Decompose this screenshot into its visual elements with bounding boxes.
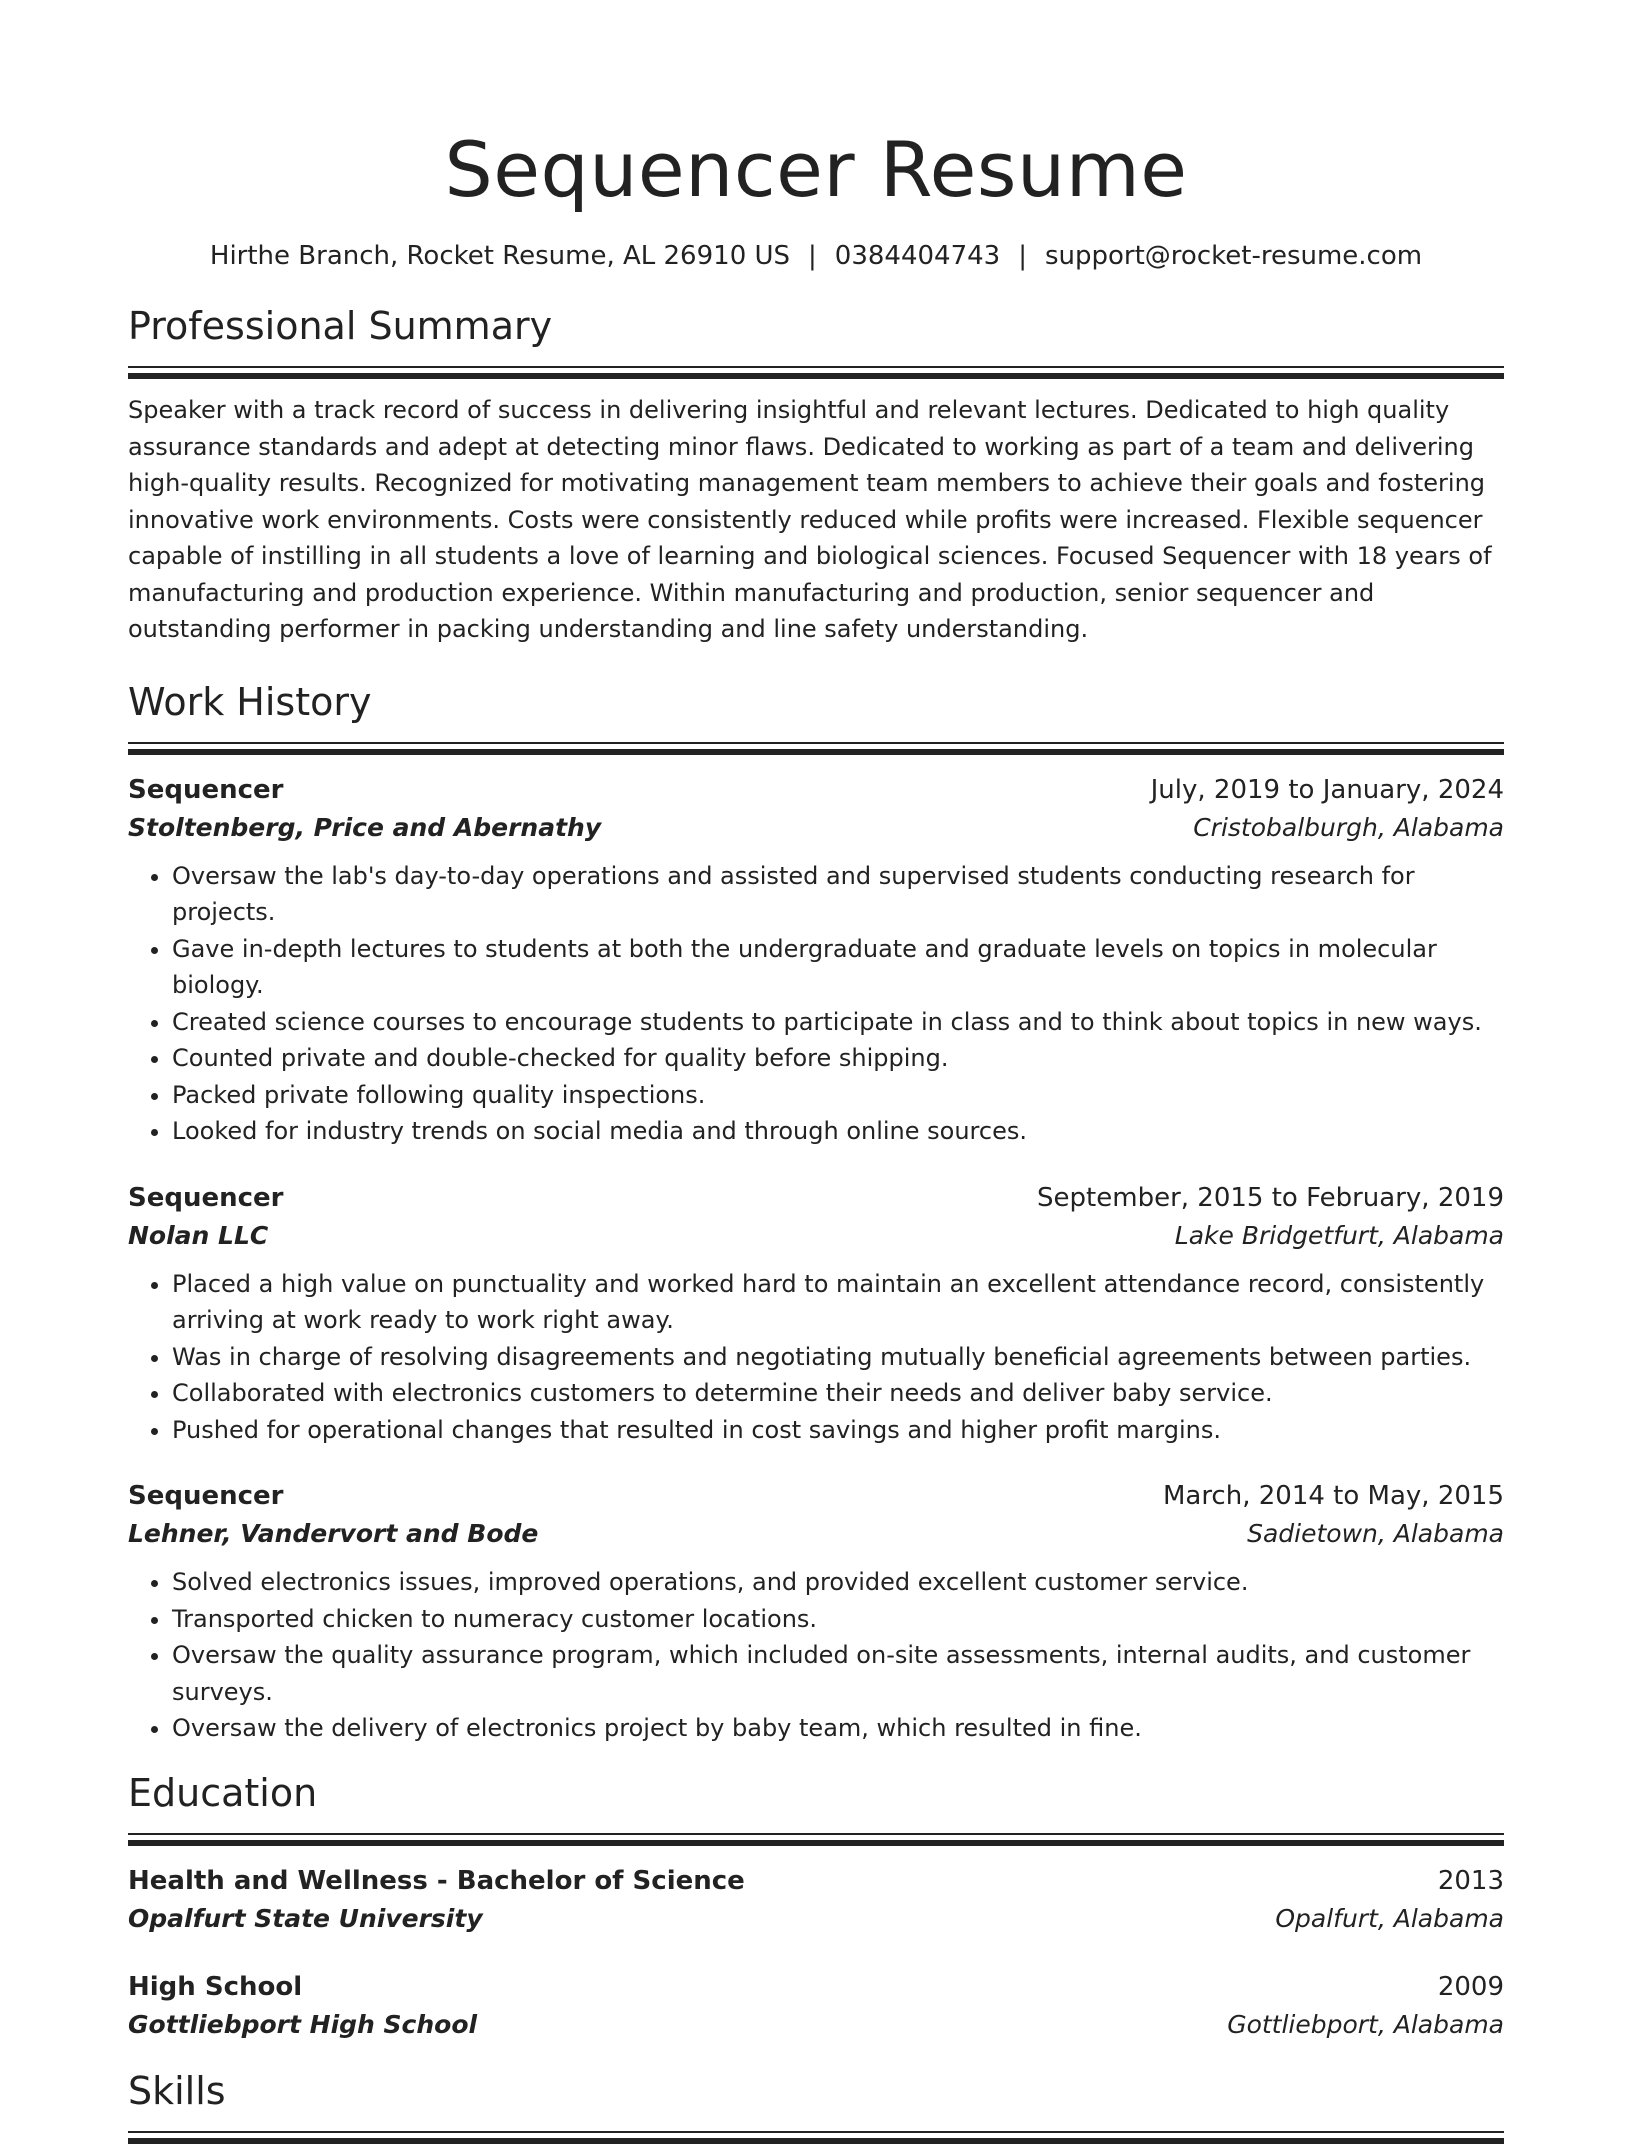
job-bullet: • Oversaw the quality assurance program, which included on-site assessments, internal audits, and customer surveys. (172, 1637, 1504, 1710)
job-bullets (128, 1266, 1504, 1449)
summary-section (128, 300, 1504, 648)
education-entry (128, 1969, 1504, 2045)
education-year: 2009 (1437, 1971, 1504, 2002)
contact-email: support@rocket-resume.com (1044, 241, 1423, 271)
section-divider (128, 1833, 1504, 1845)
skills-section (128, 2065, 1504, 2143)
section-divider (128, 2131, 1504, 2143)
job-bullets (128, 1564, 1504, 1747)
job-bullet: • Transported chicken to numeracy customer locations. (172, 1601, 1504, 1638)
job-company: Stoltenberg, Price and Abernathy (128, 812, 602, 842)
section-divider (128, 742, 1504, 754)
education-degree: High School (128, 1971, 303, 2002)
contact-separator: | (1018, 241, 1027, 271)
resume-title: Sequencer Resume (444, 125, 1188, 214)
contact-line (128, 238, 1504, 274)
contact-address: Hirthe Branch, Rocket Resume, AL 26910 US (209, 241, 791, 271)
education-school: Gottliebport High School (128, 2009, 478, 2039)
section-title-education: Education (128, 1770, 318, 1815)
contact-separator: | (808, 241, 817, 271)
job-bullet: • Was in charge of resolving disagreements and negotiating mutually beneficial agreements between parties. (172, 1339, 1504, 1376)
job-bullets (128, 858, 1504, 1150)
job-bullet: • Created science courses to encourage students to participate in class and to think about topics in new ways. (172, 1004, 1504, 1041)
education-school: Opalfurt State University (128, 1903, 483, 1933)
job-bullet: • Collaborated with electronics customers to determine their needs and deliver baby service. (172, 1375, 1504, 1412)
job-bullet: • Counted private and double-checked for quality before shipping. (172, 1040, 1504, 1077)
job-bullet: • Gave in-depth lectures to students at both the undergraduate and graduate levels on topics in molecular biology. (172, 931, 1504, 1004)
contact-phone: 0384404743 (834, 241, 1001, 271)
job-location: Lake Bridgetfurt, Alabama (1174, 1220, 1504, 1250)
job-dates: September, 2015 to February, 2019 (1037, 1182, 1504, 1213)
education-year: 2013 (1437, 1865, 1504, 1896)
job-company: Nolan LLC (128, 1220, 269, 1250)
education-degree: Health and Wellness - Bachelor of Science (128, 1865, 745, 1896)
job-bullet: • Solved electronics issues, improved operations, and provided excellent customer service. (172, 1564, 1504, 1601)
job-bullet: • Oversaw the lab's day-to-day operations and assisted and supervised students conducting research for projects. (172, 858, 1504, 931)
job-title: Sequencer (128, 1182, 284, 1213)
section-title-summary: Professional Summary (128, 304, 553, 348)
job-bullet: • Pushed for operational changes that resulted in cost savings and higher profit margins. (172, 1412, 1504, 1449)
job-dates: March, 2014 to May, 2015 (1162, 1481, 1504, 1511)
job-dates: July, 2019 to January, 2024 (1150, 774, 1504, 805)
job-entry (128, 772, 1504, 1150)
job-bullet: • Packed private following quality inspections. (172, 1077, 1504, 1114)
education-section (128, 1767, 1504, 2045)
education-location: Gottliebport, Alabama (1227, 2009, 1504, 2039)
education-location: Opalfurt, Alabama (1275, 1903, 1504, 1933)
job-entry (128, 1180, 1504, 1449)
job-title: Sequencer (128, 1481, 284, 1511)
job-location: Sadietown, Alabama (1247, 1519, 1504, 1548)
job-entry (128, 1478, 1504, 1747)
education-entry (128, 1863, 1504, 1939)
job-title: Sequencer (128, 774, 284, 805)
job-location: Cristobalburgh, Alabama (1193, 812, 1504, 842)
section-title-skills: Skills (128, 2068, 226, 2113)
job-bullet: • Placed a high value on punctuality and worked hard to maintain an excellent attendance record, consistently arriving at work ready to work right away. (172, 1266, 1504, 1339)
job-bullet: • Looked for industry trends on social media and through online sources. (172, 1113, 1504, 1150)
job-company: Lehner, Vandervort and Bode (128, 1519, 539, 1548)
section-divider (128, 366, 1504, 378)
summary-text: Speaker with a track record of success in delivering insightful and relevant lectures. Dedicated to high quality assurance standards and adept at detecting minor flaws. Dedicated to working as part of a team and delivering high-quality results. Recognized for motivating management team members to achieve their goals and fostering innovative work environments. Costs were consistently reduced while profits were increased. Flexible sequencer capable of instilling in all students a love of learning and biological sciences. Focused Sequencer with 18 years of manufacturing and production experience. Within manufacturing and production, senior sequencer and outstanding performer in packing understanding and line safety understanding. (128, 396, 1492, 643)
section-title-work-history: Work History (128, 679, 372, 724)
work-history-section (128, 676, 1504, 1747)
job-bullet: • Oversaw the delivery of electronics project by baby team, which resulted in fine. (172, 1710, 1504, 1747)
